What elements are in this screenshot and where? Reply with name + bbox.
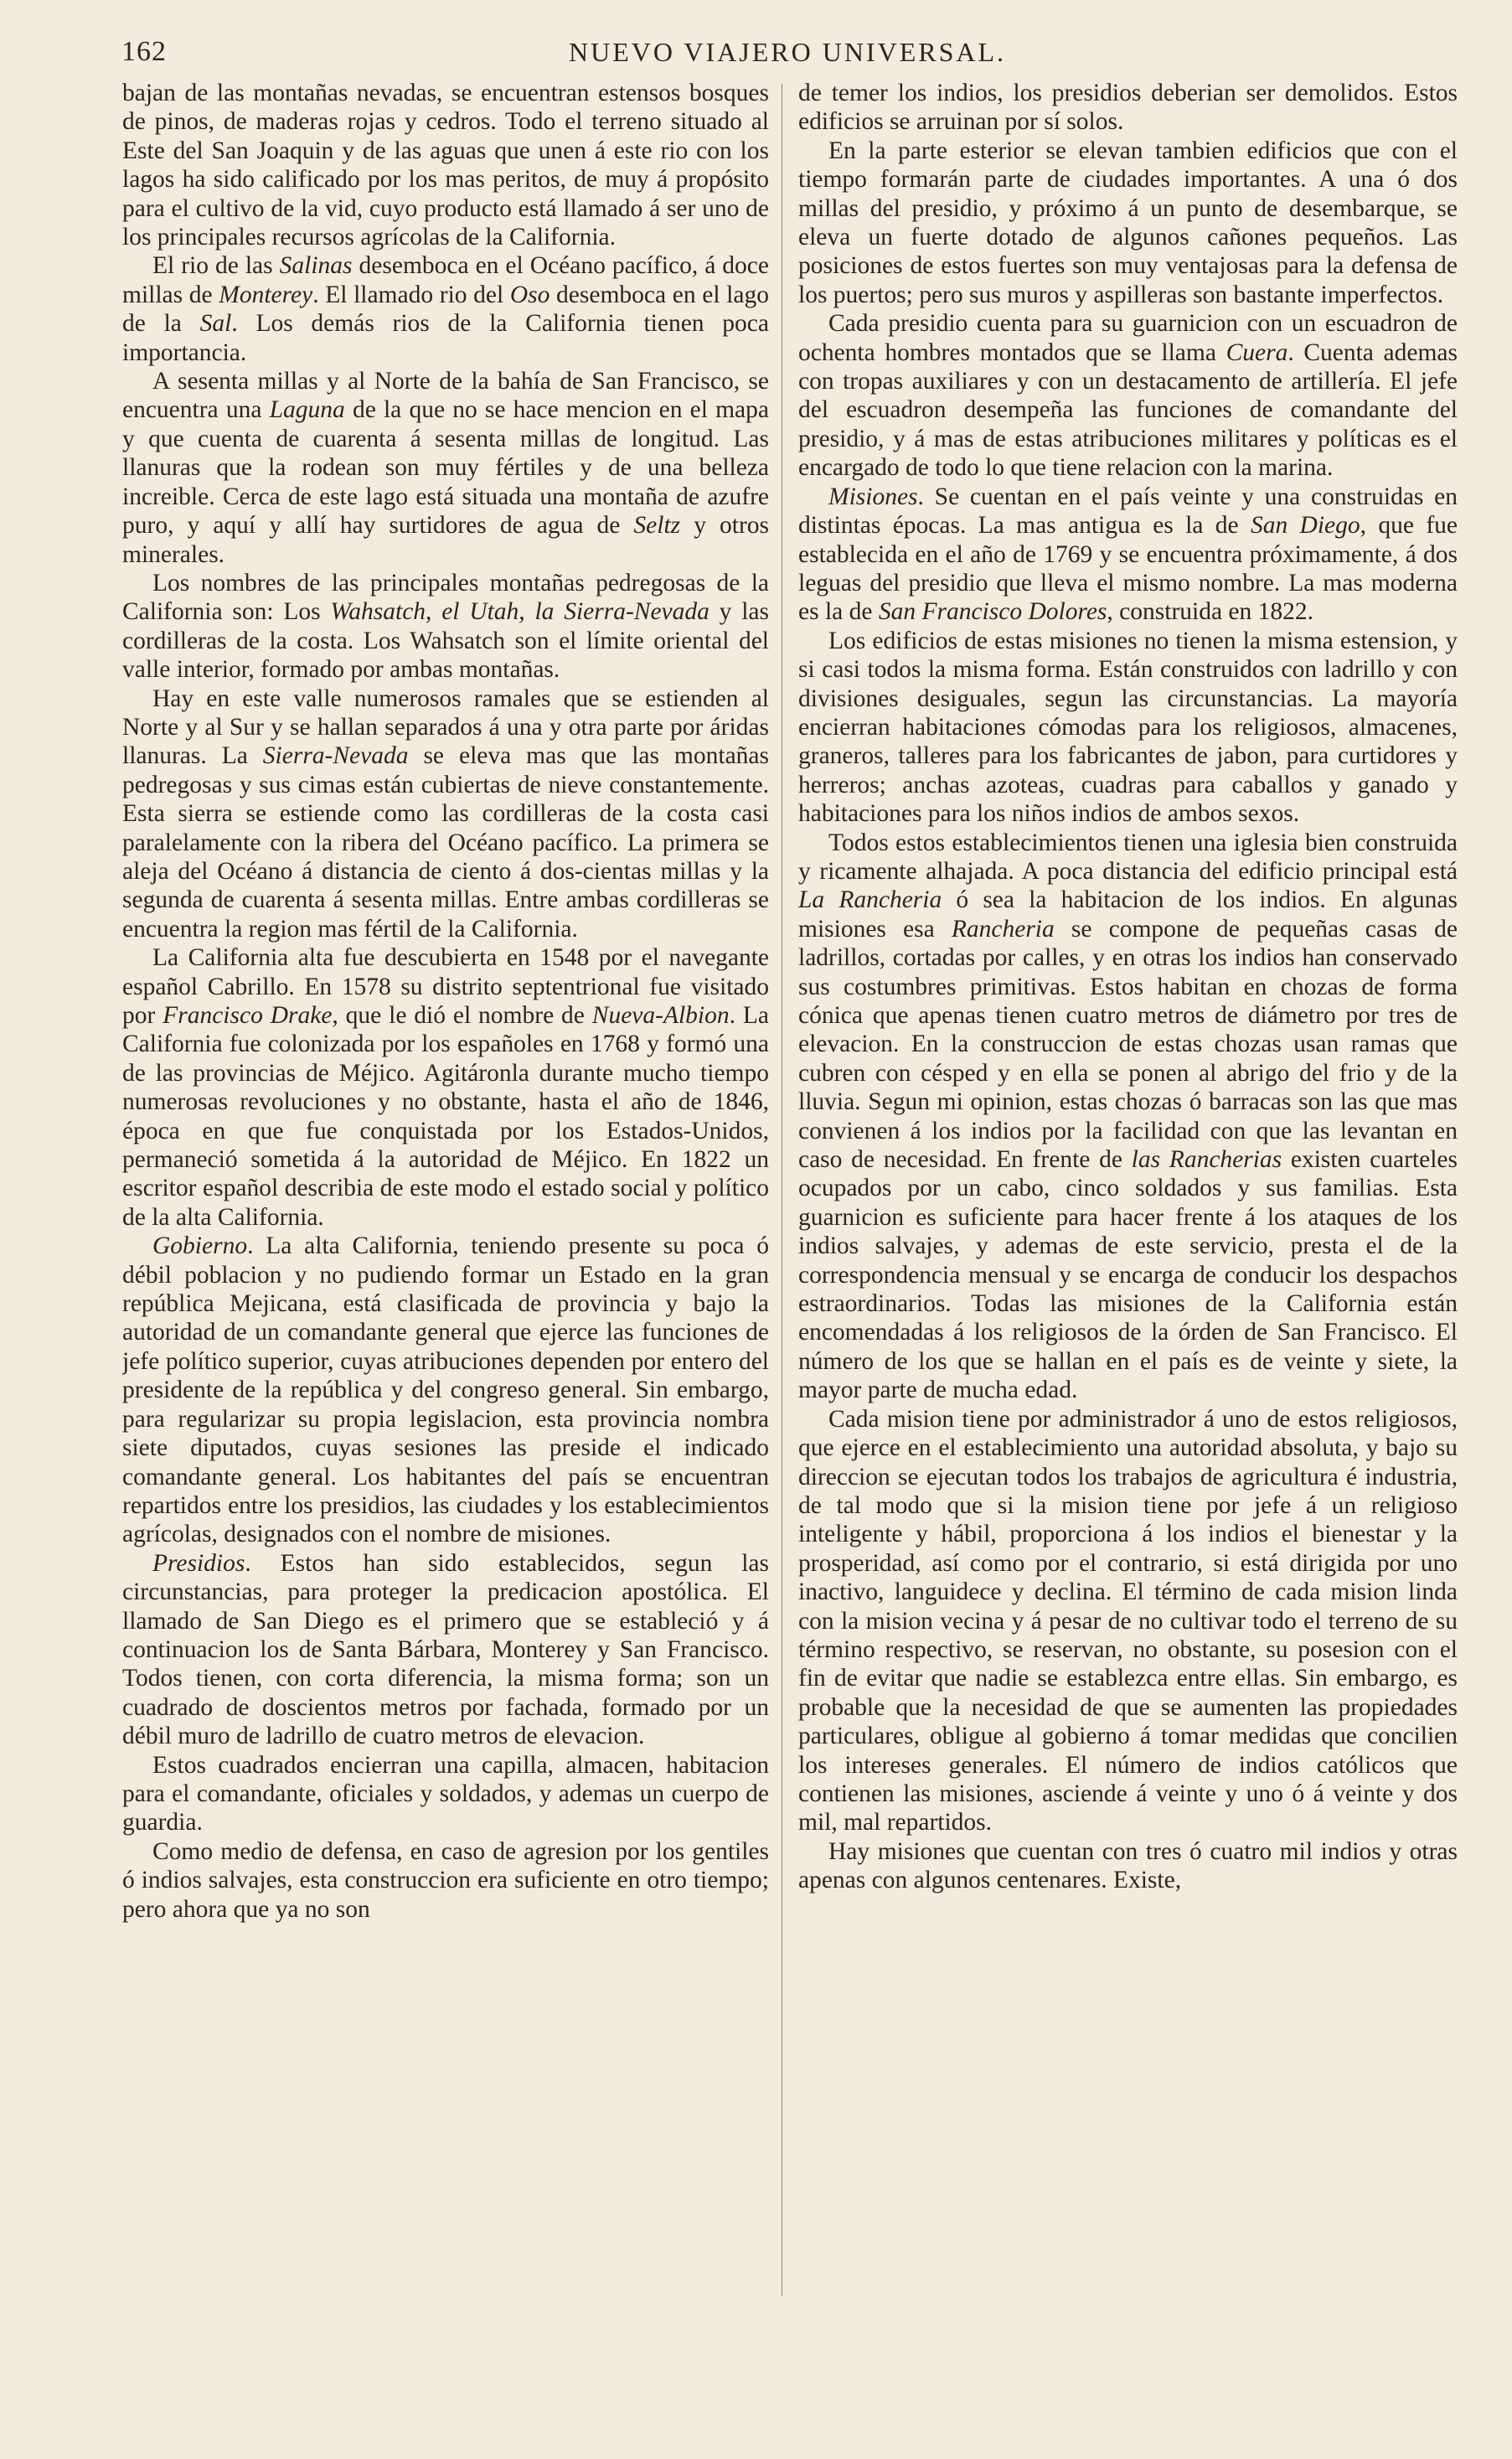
text-run: Todos estos establecimientos tienen una iglesia bien construida y ricamente alhajada. A poca distancia del edificio principal está — [798, 829, 1458, 885]
text-run: . La California fue colonizada por los españoles en 1768 y formó una de las provincias de Méjico. Agitáronla durante mucho tiempo numerosas revoluciones y no obstante, hasta el año de 1846, época en que fue conquistada por los Estados-Unidos, permaneció sometida á la autoridad de Méjico. En 1822 un escritor español describia de este modo el estado social y político de la alta California. — [122, 1002, 769, 1231]
text-run: . Se cuentan en el país veinte y una construidas en distintas épocas. La mas antigua es la de — [798, 483, 1458, 540]
italic-phrase: Wahsatch — [330, 598, 426, 626]
text-run: Hay en este valle numerosos ramales que se estienden al Norte y al Sur y se hallan separados á una y otra parte por áridas llanuras. La — [122, 684, 769, 770]
italic-phrase: Cuera — [1226, 338, 1288, 366]
paragraph — [798, 1837, 1458, 1895]
text-run: El rio de las — [152, 252, 280, 280]
italic-phrase: Sal — [199, 310, 232, 338]
italic-phrase: Nueva-Albion — [591, 1002, 730, 1029]
text-run: . La alta California, teniendo presente su poca ó débil poblacion y no pudiendo formar un Estado en la gran república Mejicana, está clasificada de provincia y bajo la autoridad de un comandante general que ejerce las funciones de jefe político superior, cuyas atribuciones dependen por entero del presidente de la república y del congreso general. Sin embargo, para regularizar su propia legislacion, esta provincia nombra siete diputados, cuyas sesiones las preside el indicado comandante general. Los habitantes del país se encuentran repartidos entre los presidios, las ciudades y los establecimientos agrícolas, designados con el nombre de misiones. — [122, 1232, 769, 1548]
italic-phrase: Gobierno — [152, 1232, 248, 1260]
paragraph — [122, 79, 769, 251]
text-run: Los edificios de estas misiones no tienen la misma estension, y si casi todos la misma forma. Están construidos con ladrillo y con divisiones desiguales, segun las circunstancias. La mayoría encierran habitaciones cómodas para los religiosos, almacenes, graneros, talleres para los fabricantes de jabon, para curtidores y herreros; anchas azoteas, cuadras para caballos y ganado y habitaciones para los niños indios de ambos sexos. — [798, 627, 1458, 828]
paragraph — [122, 1549, 769, 1751]
text-run: En la parte esterior se elevan tambien edificios que con el tiempo formarán parte de ciudades importantes. A una ó dos millas del presidio, y próximo á un punto de desembarque, se eleva un fuerte dotado de algunos cañones pequeños. Las posiciones de estos fuertes son muy ventajosas para la defensa de los puertos; pero sus muros y aspilleras son bastante imperfectos. — [798, 137, 1458, 308]
text-run: , — [426, 598, 442, 626]
text-run: y las cordilleras de la costa. Los Wahsatch son el límite oriental del valle interior, formado por ambas montañas. — [122, 598, 769, 684]
text-run: desemboca en el Océano pacífico, á doce millas de — [122, 252, 769, 308]
text-run: se compone de pequeñas casas de ladrillos, cortadas por calles, y en otras los indios han conservado sus costumbres primitivas. Estos habitan en chozas de forma cónica que apenas tienen cuatro metros de diámetro por tres de elevacion. En la construccion de estas chozas usan ramas que cubren con césped y en ella se ponen al abrigo del frio y de la lluvia. Segun mi opinion, estas chozas ó barracas son las que mas convienen á los indios por la facilidad con que las levantan en caso de necesidad. En frente de — [798, 915, 1458, 1174]
text-run: . Cuenta ademas con tropas auxiliares y con un destacamento de artillería. El jefe del escuadron desempeña las funciones de comandante del presidio, y á mas de estas atribuciones militares y políticas es el encargado de todo lo que tiene relacion con la marina. — [798, 338, 1458, 482]
text-run: bajan de las montañas nevadas, se encuentran estensos bosques de pinos, de maderas rojas y cedros. Todo el terreno situado al Este del San Joaquin y de las aguas que unen á este rio con los lagos ha sido calificado por los mas peritos, de muy á propósito para el cultivo de la vid, cuyo producto está llamado á ser uno de los principales recursos agrícolas de la California. — [122, 80, 769, 251]
text-run: , construida en 1822. — [1107, 598, 1314, 626]
paragraph — [122, 684, 769, 944]
paragraph — [122, 1837, 769, 1924]
text-run: Cada mision tiene por administrador á uno de estos religiosos, que ejerce en el establecimiento una autoridad absoluta, y bajo su direccion se ejecutan todos los trabajos de agricultura é industria, de tal modo que si la mision tiene por jefe á un religioso inteligente y hábil, proporciona á los indios el bienestar y la prosperidad, así como por el contrario, si está dirigida por uno inactivo, languidece y declina. El término de cada mision linda con la mision vecina y á pesar de no cultivar todo el terreno de su término respectivo, se reservan, no obstante, su posesion con el fin de evitar que nadie se establezca entre ellas. Sin embargo, es probable que la necesidad de que se aumenten las propiedades particulares, obligue al gobierno á tomar medidas que concilien los intereses generales. El número de indios católicos que contienen las misiones, asciende á veinte y uno ó á veinte y dos mil, mal repartidos. — [798, 1405, 1458, 1837]
right-text-column — [798, 79, 1458, 2425]
paragraph — [122, 569, 769, 684]
left-text-column — [122, 79, 769, 2425]
italic-phrase: Seltz — [633, 512, 681, 540]
page-number: 162 — [121, 36, 167, 67]
italic-phrase: Laguna — [269, 396, 345, 424]
italic-phrase: Rancheria — [951, 915, 1055, 943]
paragraph — [798, 309, 1458, 482]
paragraph — [798, 483, 1458, 627]
italic-phrase: La Rancheria — [798, 886, 942, 914]
text-run: Hay misiones que cuentan con tres ó cuatro mil indios y otras apenas con algunos centenares. Existe, — [798, 1837, 1458, 1894]
paragraph — [122, 1232, 769, 1548]
paragraph — [122, 1751, 769, 1837]
text-run: Cada presidio cuenta para su guarnicion con un escuadron de ochenta hombres montados que se llama — [798, 310, 1458, 366]
italic-phrase: Sierra-Nevada — [262, 742, 409, 770]
text-run: Como medio de defensa, en caso de agresion por los gentiles ó indios salvajes, esta construccion era suficiente en otro tiempo; pero ahora que ya no son — [122, 1837, 769, 1923]
italic-phrase: Presidios — [152, 1549, 245, 1577]
text-run: , que fue establecida en el año de 1769 y se encuentra próximamente, á dos leguas del presidio que lleva el mismo nombre. La mas moderna es la de — [798, 512, 1458, 626]
text-run: La California alta fue descubierta en 1548 por el navegante español Cabrillo. En 1578 su distrito septentrional fue visitado por — [122, 944, 769, 1029]
italic-phrase: Francisco Drake — [163, 1002, 333, 1029]
text-run: Los nombres de las principales montañas pedregosas de la California son: Los — [122, 569, 769, 626]
text-run: y otros minerales. — [122, 512, 769, 568]
italic-phrase: Oso — [509, 281, 550, 308]
italic-phrase: Salinas — [279, 252, 353, 280]
text-run: se eleva mas que las montañas pedregosas y sus cimas están cubiertas de nieve constantemente. Esta sierra se estiende como las cordilleras de la costa casi paralelamente con la ribera del Océano pacífico. La primera se aleja del Océano á distancia de ciento á dos-cientas millas y la segunda de cuarenta á sesenta millas. Entre ambas cordilleras se encuentra la region mas fértil de la California. — [122, 742, 769, 943]
running-title: NUEVO VIAJERO UNIVERSAL. — [568, 37, 1007, 67]
paragraph — [798, 79, 1458, 137]
paragraph — [122, 251, 769, 367]
paragraph — [798, 627, 1458, 829]
italic-phrase: San Diego — [1250, 512, 1360, 540]
text-run: . Los demás rios de la California tienen poca importancia. — [122, 310, 769, 366]
text-run: . El llamado rio del — [312, 281, 510, 308]
italic-phrase: Misiones — [828, 483, 918, 510]
text-run: de temer los indios, los presidios deberian ser demolidos. Estos edificios se arruinan por sí solos. — [798, 80, 1458, 136]
paragraph — [798, 829, 1458, 1405]
text-run: . Estos han sido establecidos, segun las circunstancias, para proteger la predicacion apostólica. El llamado de San Diego es el primero que se estableció y á continuacion los de Santa Bárbara, Monterey y San Francisco. Todos tienen, con corta diferencia, la misma forma; son un cuadrado de doscientos metros por fachada, formado por un débil muro de ladrillo de cuatro metros de elevacion. — [122, 1549, 769, 1750]
text-run: desemboca en el lago de la — [122, 281, 769, 338]
italic-phrase: el Utah, la Sierra-Nevada — [441, 598, 710, 626]
text-run: existen cuarteles ocupados por un cabo, cinco soldados y sus familias. Esta guarnicion es suficiente para hacer frente á los ataques de los indios salvajes, y ademas de este servicio, presta el de la correspondencia mensual y se encarga de conducir los despachos estraordinarios. Todas las misiones de la California están encomendadas á los religiosos de la órden de San Francisco. El número de los que se hallan en el país es de veinte y siete, la mayor parte de mucha edad. — [798, 1146, 1458, 1404]
paragraph — [798, 1405, 1458, 1837]
text-run: , que le dió el nombre de — [332, 1002, 592, 1029]
text-run: de la que no se hace mencion en el mapa y que cuenta de cuarenta á sesenta millas de longitud. Las llanuras que la rodean son muy fértiles y de una belleza increible. Cerca de este lago está situada una montaña de azufre puro, y aquí y allí hay surtidores de agua de — [122, 396, 769, 540]
italic-phrase: Monterey — [219, 281, 313, 308]
italic-phrase: las Rancherias — [1131, 1146, 1282, 1174]
paragraph — [122, 367, 769, 569]
paragraph — [798, 137, 1458, 309]
text-run: Estos cuadrados encierran una capilla, almacen, habitacion para el comandante, oficiales y soldados, y ademas un cuerpo de guardia. — [122, 1751, 769, 1837]
text-run: A sesenta millas y al Norte de la bahía de San Francisco, se encuentra una — [122, 368, 769, 424]
italic-phrase: San Francisco Dolores — [878, 598, 1107, 626]
text-run: ó sea la habitacion de los indios. En algunas misiones esa — [798, 886, 1458, 943]
page-header — [121, 34, 1453, 70]
paragraph — [122, 943, 769, 1232]
